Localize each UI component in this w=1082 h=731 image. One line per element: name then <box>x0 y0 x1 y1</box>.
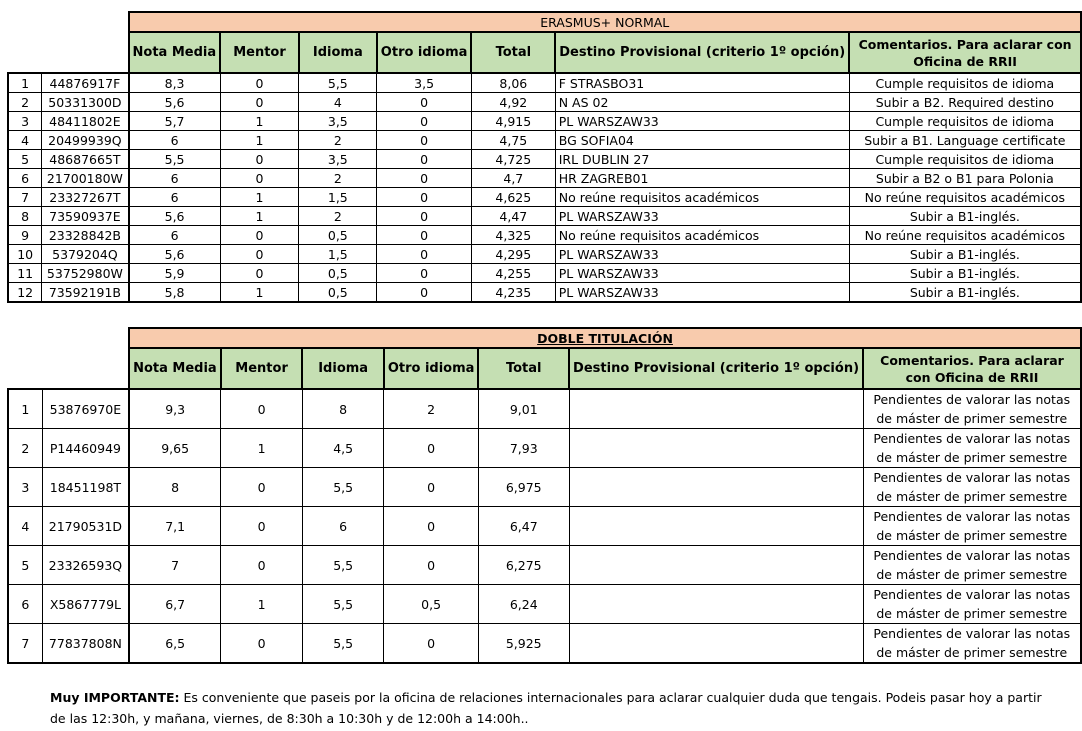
row-number: 3 <box>8 468 42 507</box>
total-cell: 4,47 <box>471 207 555 226</box>
student-id: 20499939Q <box>42 131 129 150</box>
student-id: 21700180W <box>42 169 129 188</box>
destino-cell <box>569 468 863 507</box>
mentor-cell: 1 <box>220 283 299 303</box>
student-id: 23326593Q <box>42 546 129 585</box>
table-row <box>8 112 1081 131</box>
otro-idioma-cell: 0 <box>377 188 472 207</box>
destino-cell: PL WARSZAW33 <box>555 207 849 226</box>
comentario-cell: Pendientes de valorar las notas de máster de primer semestre <box>863 585 1081 624</box>
table-row <box>8 188 1081 207</box>
idioma-cell: 0,5 <box>299 264 377 283</box>
total-cell: 7,93 <box>478 429 569 468</box>
student-id: 21790531D <box>42 507 129 546</box>
table-row <box>8 131 1081 150</box>
idioma-cell: 0,5 <box>299 283 377 303</box>
idioma-cell: 4,5 <box>302 429 383 468</box>
idioma-cell: 5,5 <box>302 546 383 585</box>
mentor-cell: 1 <box>220 112 299 131</box>
row-number: 2 <box>8 93 42 112</box>
total-cell: 4,295 <box>471 245 555 264</box>
comentario-cell: Cumple requisitos de idioma <box>849 112 1081 131</box>
mentor-cell: 1 <box>221 585 303 624</box>
destino-cell: IRL DUBLIN 27 <box>555 150 849 169</box>
header-idioma: Idioma <box>302 348 383 389</box>
mentor-cell: 1 <box>220 131 299 150</box>
otro-idioma-cell: 0 <box>377 112 472 131</box>
nota-media-cell: 7,1 <box>129 507 221 546</box>
total-cell: 4,915 <box>471 112 555 131</box>
header-comentarios: Comentarios. Para aclarar con Oficina de RRII <box>849 32 1081 73</box>
destino-cell <box>569 585 863 624</box>
mentor-cell: 0 <box>221 507 303 546</box>
otro-idioma-cell: 0 <box>377 169 472 188</box>
idioma-cell: 2 <box>299 131 377 150</box>
comentario-cell: No reúne requisitos académicos <box>849 188 1081 207</box>
comentario-cell: Cumple requisitos de idioma <box>849 150 1081 169</box>
comentario-cell: Pendientes de valorar las notas de máster de primer semestre <box>863 429 1081 468</box>
otro-idioma-cell: 0 <box>384 468 479 507</box>
doble-title: DOBLE TITULACIÓN <box>129 328 1081 348</box>
total-cell: 4,75 <box>471 131 555 150</box>
note-text: Es conveniente que paseis por la oficina de relaciones internacionales para aclarar cualquier duda que tengais. Podeis pasar hoy a partir de las 12:30h, y mañana, viernes, de 8:30h a 10:30h y de 12:00h a 14:00h.. <box>50 690 1042 726</box>
otro-idioma-cell: 0 <box>384 624 479 664</box>
student-id: 18451198T <box>42 468 129 507</box>
destino-cell: N AS 02 <box>555 93 849 112</box>
total-cell: 4,92 <box>471 93 555 112</box>
otro-idioma-cell: 0 <box>384 507 479 546</box>
idioma-cell: 2 <box>299 169 377 188</box>
idioma-cell: 5,5 <box>299 73 377 93</box>
destino-cell <box>569 429 863 468</box>
header-destino: Destino Provisional (criterio 1º opción) <box>569 348 863 389</box>
table-row <box>8 73 1081 93</box>
row-number: 5 <box>8 546 42 585</box>
idioma-cell: 3,5 <box>299 112 377 131</box>
mentor-cell: 1 <box>220 207 299 226</box>
otro-idioma-cell: 0 <box>377 150 472 169</box>
row-number: 3 <box>8 112 42 131</box>
student-id: 53752980W <box>42 264 129 283</box>
student-id: 73592191B <box>42 283 129 303</box>
row-number: 1 <box>8 389 42 429</box>
total-cell: 6,275 <box>478 546 569 585</box>
mentor-cell: 0 <box>220 245 299 264</box>
student-id: 48687665T <box>42 150 129 169</box>
nota-media-cell: 5,6 <box>129 245 221 264</box>
destino-cell: PL WARSZAW33 <box>555 112 849 131</box>
student-id: 50331300D <box>42 93 129 112</box>
otro-idioma-cell: 2 <box>384 389 479 429</box>
otro-idioma-cell: 0 <box>377 245 472 264</box>
nota-media-cell: 5,6 <box>129 93 221 112</box>
otro-idioma-cell: 0 <box>384 546 479 585</box>
mentor-cell: 1 <box>221 429 303 468</box>
row-number: 10 <box>8 245 42 264</box>
header-otro-idioma: Otro idioma <box>377 32 472 73</box>
row-number: 2 <box>8 429 42 468</box>
table-row <box>8 507 1081 546</box>
row-number: 11 <box>8 264 42 283</box>
table-row <box>8 264 1081 283</box>
nota-media-cell: 6 <box>129 226 221 245</box>
total-cell: 9,01 <box>478 389 569 429</box>
mentor-cell: 0 <box>221 546 303 585</box>
header-otro-idioma: Otro idioma <box>384 348 479 389</box>
important-note <box>50 687 1060 729</box>
table-row <box>8 245 1081 264</box>
nota-media-cell: 6,7 <box>129 585 221 624</box>
total-cell: 4,325 <box>471 226 555 245</box>
nota-media-cell: 9,3 <box>129 389 221 429</box>
destino-cell <box>569 389 863 429</box>
header-destino: Destino Provisional (criterio 1º opción) <box>555 32 849 73</box>
destino-cell: F STRASBO31 <box>555 73 849 93</box>
destino-cell: HR ZAGREB01 <box>555 169 849 188</box>
destino-cell: PL WARSZAW33 <box>555 283 849 303</box>
otro-idioma-cell: 0 <box>377 131 472 150</box>
destino-cell: No reúne requisitos académicos <box>555 226 849 245</box>
nota-media-cell: 9,65 <box>129 429 221 468</box>
comentario-cell: Subir a B1-inglés. <box>849 283 1081 303</box>
otro-idioma-cell: 0 <box>377 207 472 226</box>
student-id: 73590937E <box>42 207 129 226</box>
mentor-cell: 0 <box>220 226 299 245</box>
idioma-cell: 2 <box>299 207 377 226</box>
total-cell: 5,925 <box>478 624 569 664</box>
header-comentarios: Comentarios. Para aclarar con Oficina de RRII <box>863 348 1081 389</box>
student-id: 77837808N <box>42 624 129 664</box>
mentor-cell: 0 <box>221 624 303 664</box>
mentor-cell: 0 <box>221 389 303 429</box>
nota-media-cell: 6 <box>129 131 221 150</box>
erasmus-title: ERASMUS+ NORMAL <box>129 12 1081 32</box>
idioma-cell: 1,5 <box>299 245 377 264</box>
student-id: P14460949 <box>42 429 129 468</box>
idioma-cell: 6 <box>302 507 383 546</box>
otro-idioma-cell: 0 <box>377 93 472 112</box>
otro-idioma-cell: 0 <box>377 264 472 283</box>
nota-media-cell: 8,3 <box>129 73 221 93</box>
comentario-cell: Subir a B2. Required destino <box>849 93 1081 112</box>
table-row <box>8 624 1081 664</box>
otro-idioma-cell: 0 <box>384 429 479 468</box>
idioma-cell: 5,5 <box>302 468 383 507</box>
idioma-cell: 8 <box>302 389 383 429</box>
nota-media-cell: 5,9 <box>129 264 221 283</box>
student-id: 23327267T <box>42 188 129 207</box>
table-row <box>8 169 1081 188</box>
table-row <box>8 389 1081 429</box>
mentor-cell: 0 <box>220 93 299 112</box>
student-id: 44876917F <box>42 73 129 93</box>
comentario-cell: Cumple requisitos de idioma <box>849 73 1081 93</box>
comentario-cell: Pendientes de valorar las notas de máster de primer semestre <box>863 624 1081 664</box>
row-number: 9 <box>8 226 42 245</box>
table-row <box>8 468 1081 507</box>
total-cell: 6,24 <box>478 585 569 624</box>
comentario-cell: Pendientes de valorar las notas de máster de primer semestre <box>863 507 1081 546</box>
row-number: 1 <box>8 73 42 93</box>
comentario-cell: Pendientes de valorar las notas de máster de primer semestre <box>863 389 1081 429</box>
student-id: X5867779L <box>42 585 129 624</box>
comentario-cell: Pendientes de valorar las notas de máster de primer semestre <box>863 468 1081 507</box>
destino-cell <box>569 507 863 546</box>
total-cell: 6,47 <box>478 507 569 546</box>
total-cell: 4,625 <box>471 188 555 207</box>
mentor-cell: 0 <box>220 150 299 169</box>
row-number: 12 <box>8 283 42 303</box>
idioma-cell: 3,5 <box>299 150 377 169</box>
header-total: Total <box>471 32 555 73</box>
nota-media-cell: 5,6 <box>129 207 221 226</box>
header-nota-media: Nota Media <box>129 32 221 73</box>
header-mentor: Mentor <box>221 348 303 389</box>
table-row <box>8 283 1081 303</box>
row-number: 5 <box>8 150 42 169</box>
otro-idioma-cell: 0 <box>377 226 472 245</box>
nota-media-cell: 6 <box>129 188 221 207</box>
idioma-cell: 0,5 <box>299 226 377 245</box>
mentor-cell: 0 <box>220 264 299 283</box>
row-number: 6 <box>8 169 42 188</box>
row-number: 6 <box>8 585 42 624</box>
destino-cell: PL WARSZAW33 <box>555 245 849 264</box>
table-row <box>8 207 1081 226</box>
total-cell: 4,235 <box>471 283 555 303</box>
table-row <box>8 226 1081 245</box>
mentor-cell: 0 <box>220 169 299 188</box>
table-row <box>8 546 1081 585</box>
comentario-cell: Subir a B1-inglés. <box>849 245 1081 264</box>
row-number: 8 <box>8 207 42 226</box>
table-row <box>8 429 1081 468</box>
otro-idioma-cell: 0 <box>377 283 472 303</box>
mentor-cell: 0 <box>220 73 299 93</box>
otro-idioma-cell: 0,5 <box>384 585 479 624</box>
comentario-cell: Pendientes de valorar las notas de máster de primer semestre <box>863 546 1081 585</box>
doble-titulacion-table <box>7 327 1082 664</box>
nota-media-cell: 8 <box>129 468 221 507</box>
idioma-cell: 4 <box>299 93 377 112</box>
row-number: 4 <box>8 507 42 546</box>
header-mentor: Mentor <box>220 32 299 73</box>
mentor-cell: 0 <box>221 468 303 507</box>
destino-cell: PL WARSZAW33 <box>555 264 849 283</box>
destino-cell: BG SOFIA04 <box>555 131 849 150</box>
header-idioma: Idioma <box>299 32 377 73</box>
comentario-cell: No reúne requisitos académicos <box>849 226 1081 245</box>
nota-media-cell: 6 <box>129 169 221 188</box>
row-number: 7 <box>8 188 42 207</box>
table-row <box>8 93 1081 112</box>
student-id: 5379204Q <box>42 245 129 264</box>
nota-media-cell: 5,8 <box>129 283 221 303</box>
header-nota-media: Nota Media <box>129 348 221 389</box>
idioma-cell: 5,5 <box>302 585 383 624</box>
nota-media-cell: 5,7 <box>129 112 221 131</box>
comentario-cell: Subir a B1-inglés. <box>849 207 1081 226</box>
student-id: 48411802E <box>42 112 129 131</box>
note-label: Muy IMPORTANTE: <box>50 690 180 705</box>
nota-media-cell: 5,5 <box>129 150 221 169</box>
nota-media-cell: 6,5 <box>129 624 221 664</box>
total-cell: 4,725 <box>471 150 555 169</box>
total-cell: 6,975 <box>478 468 569 507</box>
header-total: Total <box>478 348 569 389</box>
comentario-cell: Subir a B1-inglés. <box>849 264 1081 283</box>
destino-cell <box>569 546 863 585</box>
destino-cell <box>569 624 863 664</box>
total-cell: 4,7 <box>471 169 555 188</box>
student-id: 53876970E <box>42 389 129 429</box>
mentor-cell: 1 <box>220 188 299 207</box>
erasmus-table <box>7 11 1082 303</box>
table-row <box>8 150 1081 169</box>
table-row <box>8 585 1081 624</box>
total-cell: 8,06 <box>471 73 555 93</box>
idioma-cell: 1,5 <box>299 188 377 207</box>
total-cell: 4,255 <box>471 264 555 283</box>
nota-media-cell: 7 <box>129 546 221 585</box>
destino-cell: No reúne requisitos académicos <box>555 188 849 207</box>
idioma-cell: 5,5 <box>302 624 383 664</box>
row-number: 4 <box>8 131 42 150</box>
otro-idioma-cell: 3,5 <box>377 73 472 93</box>
student-id: 23328842B <box>42 226 129 245</box>
row-number: 7 <box>8 624 42 664</box>
comentario-cell: Subir a B2 o B1 para Polonia <box>849 169 1081 188</box>
comentario-cell: Subir a B1. Language certificate <box>849 131 1081 150</box>
